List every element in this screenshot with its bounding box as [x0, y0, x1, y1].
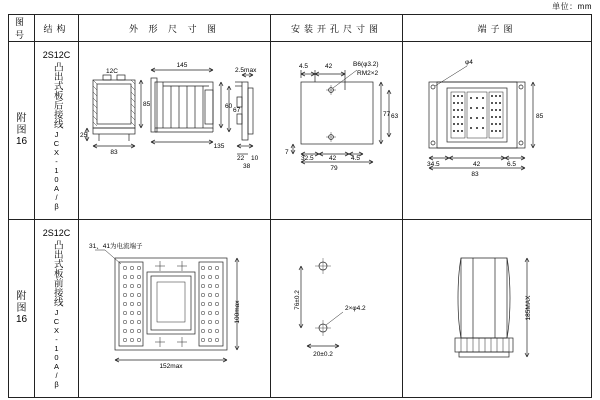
svg-text:60: 60 [225, 103, 233, 110]
structure-model: JCX-10A/β [52, 308, 61, 390]
svg-text:185MAX: 185MAX [525, 295, 532, 321]
structure-model: JCX-10A/β [52, 130, 61, 212]
svg-text:79: 79 [330, 165, 338, 172]
figure-no-line: 图 [16, 124, 27, 136]
row-1-outline-drawing [79, 42, 271, 220]
svg-text:31、41为电流端子: 31、41为电流端子 [89, 243, 143, 250]
svg-text:67: 67 [233, 107, 241, 114]
figure-no-line: 16 [15, 314, 28, 326]
svg-text:RM2×2: RM2×2 [357, 70, 379, 77]
outline-label: 12C [106, 68, 118, 75]
header-cell-no: 图号 [9, 15, 35, 42]
svg-text:2.5max: 2.5max [235, 67, 257, 74]
table-row [9, 42, 592, 220]
svg-text:4.5: 4.5 [299, 63, 309, 70]
header-cell-hole: 安装开孔尺寸图 [271, 15, 403, 42]
svg-text:63: 63 [391, 113, 399, 120]
svg-text:77: 77 [383, 111, 391, 118]
svg-text:20±0.2: 20±0.2 [313, 351, 333, 358]
row-2-outline-drawing [79, 220, 271, 398]
row-1-hole-drawing [271, 42, 403, 220]
svg-text:76±0.2: 76±0.2 [294, 290, 301, 310]
header-cell-terminal: 端子图 [403, 15, 592, 42]
svg-text:4.5: 4.5 [351, 155, 361, 162]
svg-text:2×φ4.2: 2×φ4.2 [345, 305, 366, 312]
svg-text:83: 83 [110, 149, 118, 156]
structure-code: 2S12C [42, 49, 71, 60]
svg-text:φ4: φ4 [465, 59, 473, 66]
row-2-terminal-drawing [403, 220, 592, 398]
svg-text:34.5: 34.5 [427, 161, 440, 168]
figure-no-line: 附 [16, 291, 27, 303]
row-1-terminal-drawing [403, 42, 592, 220]
svg-text:6.5: 6.5 [507, 161, 517, 168]
svg-text:32.5: 32.5 [301, 155, 314, 162]
svg-text:145: 145 [176, 62, 188, 69]
structure-code: 2S12C [42, 227, 71, 238]
svg-text:38: 38 [243, 163, 251, 170]
table-header-row [9, 15, 592, 42]
svg-text:42: 42 [325, 63, 333, 70]
svg-text:42: 42 [473, 161, 481, 168]
structure-text: 凸出式板后接线 [51, 61, 63, 129]
figure-no-line: 16 [15, 136, 28, 148]
figure-no-line: 附 [16, 113, 27, 125]
svg-text:B6(φ3.2): B6(φ3.2) [353, 61, 379, 68]
svg-text:10: 10 [251, 155, 259, 162]
svg-text:100max: 100max [234, 300, 241, 324]
svg-text:83: 83 [471, 171, 479, 178]
row-1-structure [35, 42, 79, 220]
structure-text: 凸出式板前接线 [51, 239, 63, 307]
row-2-figure-no [9, 220, 35, 398]
svg-text:85: 85 [536, 113, 544, 120]
table-row [9, 220, 592, 398]
figure-no-line: 图 [16, 302, 27, 314]
svg-text:7: 7 [285, 149, 289, 156]
unit-note: 单位：mm [552, 2, 592, 11]
row-2-hole-drawing [271, 220, 403, 398]
svg-text:42: 42 [329, 155, 337, 162]
svg-text:85: 85 [143, 101, 151, 108]
specification-table [8, 14, 592, 398]
svg-text:22: 22 [237, 155, 245, 162]
svg-text:152max: 152max [159, 363, 183, 370]
row-2-structure [35, 220, 79, 398]
row-1-figure-no [9, 42, 35, 220]
header-cell-outline: 外 形 尺 寸 图 [79, 15, 271, 42]
header-cell-struct: 结构 [35, 15, 79, 42]
svg-text:135: 135 [213, 143, 225, 150]
svg-text:25: 25 [80, 132, 88, 139]
